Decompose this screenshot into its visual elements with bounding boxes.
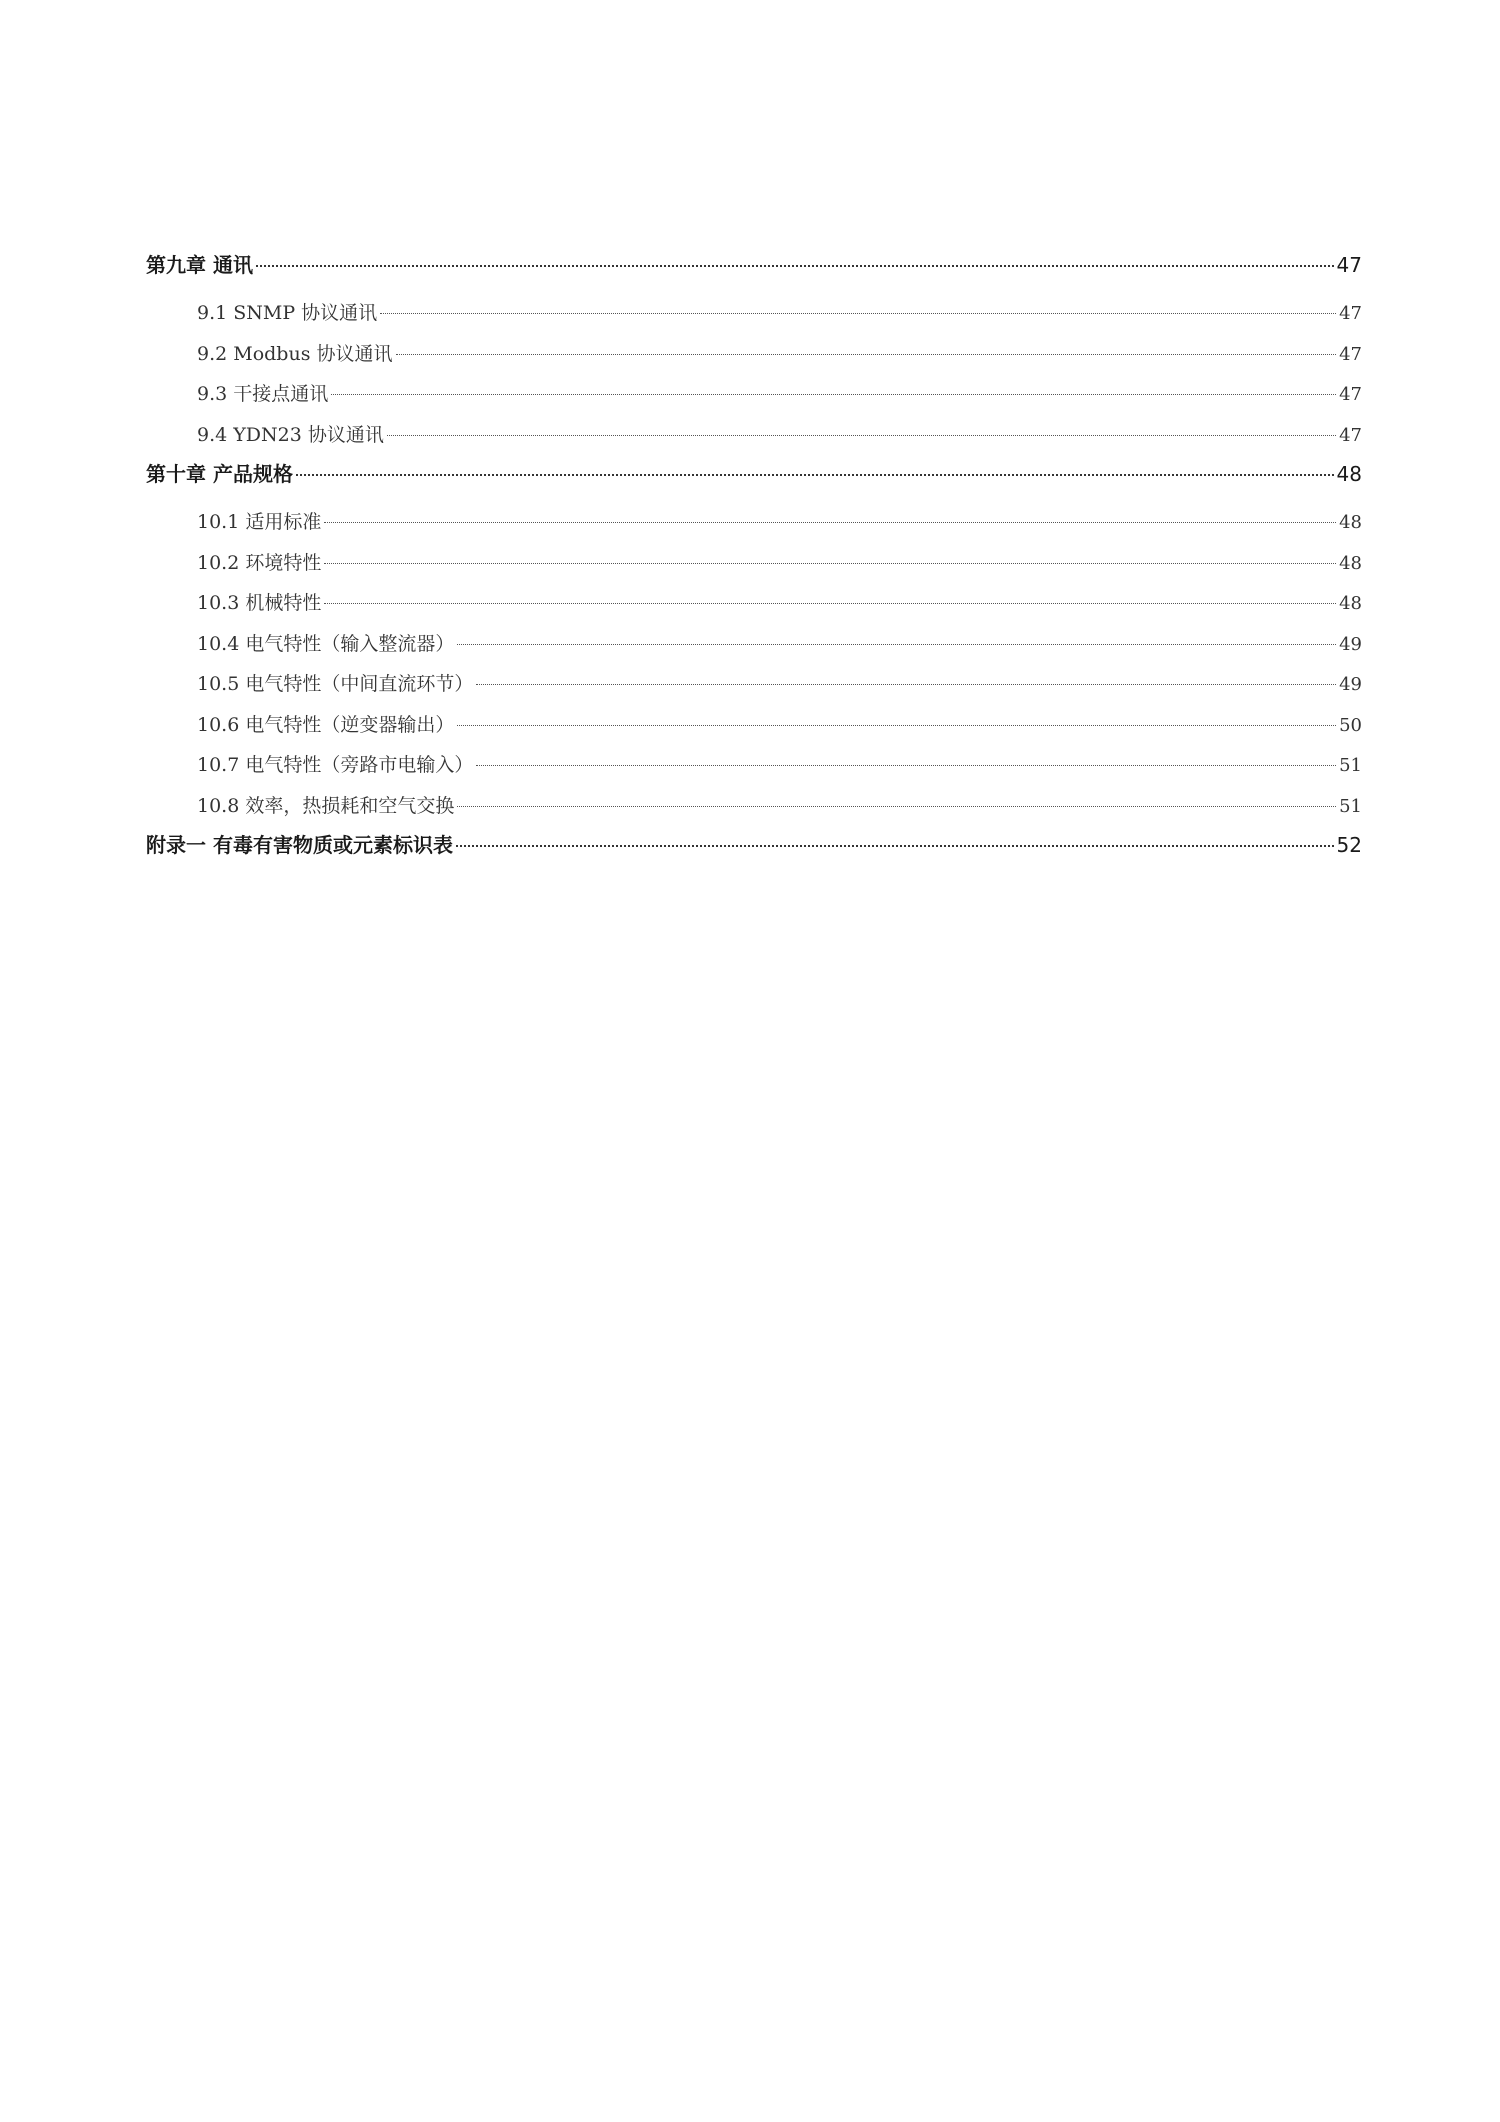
toc-entry-10-5[interactable] [146,664,1362,705]
toc-entry-title: 9.2 Modbus 协议通讯 [197,342,393,365]
dot-leader [457,806,1336,807]
toc-entry-page: 47 [1339,303,1362,324]
toc-entry-page: 48 [1339,593,1362,614]
toc-entry-title: 9.1 SNMP 协议通讯 [197,302,378,324]
toc-entry-chapter-9[interactable] [146,250,1362,280]
toc-entry-title: 10.7 电气特性（旁路市电输入） [197,754,474,776]
toc-entry-page: 51 [1339,795,1362,817]
toc-entry-title: 第九章 通讯 [146,253,253,277]
dot-leader [256,265,1334,267]
toc-entry-10-4[interactable] [146,624,1362,665]
toc-entry-title: 10.3 机械特性 [197,592,322,614]
toc-entry-page: 51 [1339,755,1362,776]
dot-leader [324,563,1336,564]
toc-entry-title: 10.4 电气特性（输入整流器） [197,632,455,655]
toc-entry-page: 47 [1339,343,1362,365]
toc-entry-page: 52 [1336,833,1362,857]
toc-entry-page: 47 [1336,253,1362,277]
dot-leader [456,845,1334,847]
toc-entry-title: 10.6 电气特性（逆变器输出） [197,713,455,736]
dot-leader [396,354,1337,355]
dot-leader [476,684,1336,685]
dot-leader [331,394,1336,395]
toc-entry-9-2[interactable] [146,334,1362,375]
dot-leader [380,313,1336,314]
toc-entry-chapter-10[interactable] [146,459,1362,489]
dot-leader [457,725,1336,726]
toc-entry-10-2[interactable] [146,543,1362,584]
toc-entry-page: 49 [1339,674,1362,695]
toc-entry-page: 47 [1339,424,1362,446]
toc-entry-9-4[interactable] [146,415,1362,456]
dot-leader [324,522,1336,523]
toc-entry-10-7[interactable] [146,745,1362,786]
toc-entry-page: 48 [1339,512,1362,533]
toc-entry-page: 47 [1339,384,1362,405]
toc-entry-title: 9.3 干接点通讯 [197,383,329,405]
table-of-contents [146,250,1362,860]
toc-entry-10-6[interactable] [146,705,1362,746]
toc-entry-title: 10.2 环境特性 [197,551,322,574]
toc-entry-title: 10.8 效率，热损耗和空气交换 [197,794,455,817]
toc-entry-appendix-1[interactable] [146,830,1362,860]
dot-leader [457,644,1336,645]
toc-entry-10-1[interactable] [146,502,1362,543]
dot-leader [387,435,1336,436]
dot-leader [296,474,1334,476]
toc-entry-10-8[interactable] [146,786,1362,827]
toc-entry-9-1[interactable] [146,293,1362,334]
toc-entry-title: 10.5 电气特性（中间直流环节） [197,673,474,695]
toc-entry-10-3[interactable] [146,583,1362,624]
toc-entry-title: 10.1 适用标准 [197,511,322,533]
toc-entry-page: 48 [1336,462,1362,486]
dot-leader [476,765,1336,766]
toc-entry-title: 第十章 产品规格 [146,462,293,486]
toc-entry-9-3[interactable] [146,374,1362,415]
toc-entry-page: 50 [1339,714,1362,736]
toc-entry-page: 48 [1339,552,1362,574]
toc-entry-title: 9.4 YDN23 协议通讯 [197,423,384,446]
toc-entry-title: 附录一 有毒有害物质或元素标识表 [146,833,453,857]
toc-entry-page: 49 [1339,633,1362,655]
dot-leader [324,603,1336,604]
